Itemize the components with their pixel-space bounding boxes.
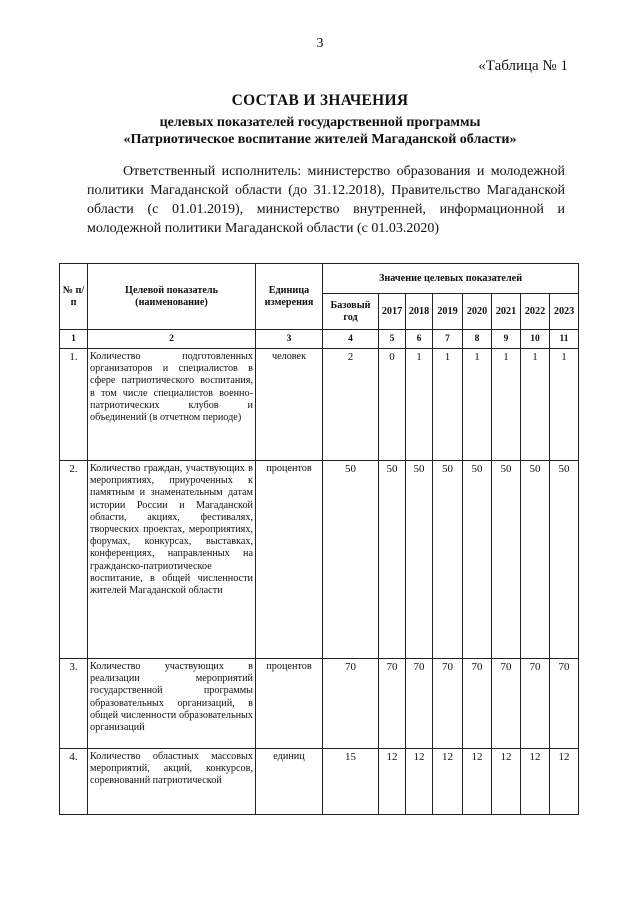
table-reference: «Таблица № 1 [478,58,568,74]
table-row [60,749,579,815]
indicator-name: Количество участвующих в реализации мероприятий государственной программы образовательных организаций, в общей численности образовательных организаций [88,659,256,749]
header-values-group: Значение целевых показателей [323,264,579,294]
row-number: 2. [60,461,88,659]
year-value: 50 [550,461,579,659]
header-base-year: Базовый год [323,294,379,330]
header-num: № п/п [60,264,88,330]
responsible-executor: Ответственный исполнитель: министерство образования и молодежной политики Магаданской области (до 31.12.2018), Правительство Магаданской области (с 01.01.2019), министерство внутренней, информационной и молодежной политики Магаданской области (с 01.03.2020) [87,164,565,236]
year-value: 12 [379,749,406,815]
year-value: 50 [433,461,463,659]
year-value: 50 [463,461,492,659]
header-year: 2020 [463,294,492,330]
year-value: 50 [379,461,406,659]
indicator-unit: человек [256,349,323,461]
year-value: 50 [492,461,521,659]
year-value: 12 [406,749,433,815]
subtitle-line-2: «Патриотическое воспитание жителей Магаданской области» [123,132,517,147]
year-value: 1 [433,349,463,461]
row-number: 3. [60,659,88,749]
indicator-name: Количество областных массовых мероприятий, акций, конкурсов, соревнований патриотической [88,749,256,815]
column-number: 6 [406,330,433,349]
indicator-unit: единиц [256,749,323,815]
header-indicator: Целевой показатель (наименование) [88,264,256,330]
indicator-unit: процентов [256,659,323,749]
year-value: 1 [521,349,550,461]
year-value: 1 [463,349,492,461]
document-title: СОСТАВ И ЗНАЧЕНИЯ [231,92,409,109]
year-value: 70 [379,659,406,749]
header-year: 2018 [406,294,433,330]
base-value: 70 [323,659,379,749]
column-number: 11 [550,330,579,349]
base-value: 2 [323,349,379,461]
year-value: 70 [463,659,492,749]
table-row [60,461,579,659]
base-value: 50 [323,461,379,659]
indicator-name: Количество подготовленных организаторов и специалистов в сфере патриотического воспитания, в том числе специалистов военно-патриотических клубов и объединений (в отчетном периоде) [88,349,256,461]
year-value: 1 [492,349,521,461]
column-number: 3 [256,330,323,349]
header-year: 2023 [550,294,579,330]
year-value: 70 [521,659,550,749]
header-year: 2017 [379,294,406,330]
year-value: 12 [492,749,521,815]
page-number: 3 [316,36,324,51]
table-row [60,659,579,749]
year-value: 1 [550,349,579,461]
column-number: 1 [60,330,88,349]
row-number: 4. [60,749,88,815]
indicator-name: Количество граждан, участвующих в мероприятиях, приуроченных к памятным и знаменательным датам истории России и Магаданской области, акциях, фестивалях, творческих проектах, мероприятиях, форумах, конкурсах, выставках, конференциях, направленных на гражданско-патриотическое воспитание, в общей численности жителей Магаданской области [88,461,256,659]
header-year: 2021 [492,294,521,330]
column-numbers-row [60,330,579,349]
column-number: 7 [433,330,463,349]
column-number: 4 [323,330,379,349]
indicators-table [59,263,579,815]
base-value: 15 [323,749,379,815]
column-number: 5 [379,330,406,349]
column-number: 8 [463,330,492,349]
year-value: 50 [406,461,433,659]
year-value: 1 [406,349,433,461]
indicator-unit: процентов [256,461,323,659]
year-value: 12 [463,749,492,815]
document-subtitle [60,114,580,148]
year-value: 12 [550,749,579,815]
year-value: 70 [433,659,463,749]
year-value: 70 [492,659,521,749]
year-value: 70 [406,659,433,749]
table-row [60,349,579,461]
row-number: 1. [60,349,88,461]
year-value: 50 [521,461,550,659]
subtitle-line-1: целевых показателей государственной программы [159,115,481,130]
year-value: 70 [550,659,579,749]
column-number: 10 [521,330,550,349]
year-value: 12 [433,749,463,815]
year-value: 12 [521,749,550,815]
header-unit: Единица измерения [256,264,323,330]
column-number: 9 [492,330,521,349]
year-value: 0 [379,349,406,461]
column-number: 2 [88,330,256,349]
header-year: 2019 [433,294,463,330]
header-year: 2022 [521,294,550,330]
